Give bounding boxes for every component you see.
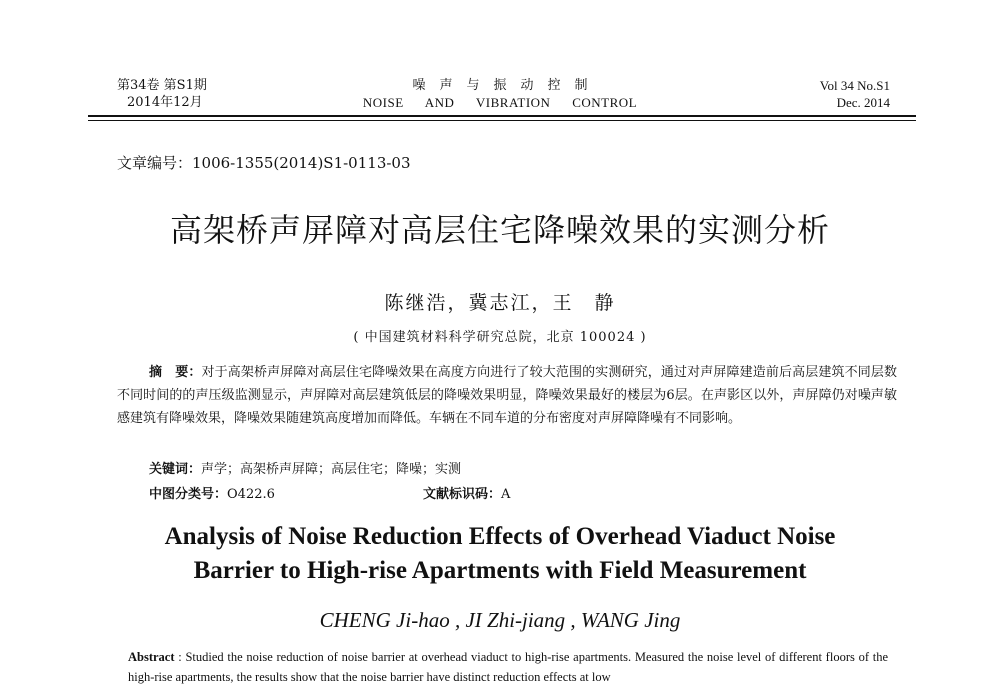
journal-volume-issue <box>117 77 207 111</box>
journal-volume-en <box>820 77 890 111</box>
title-en-line1: Analysis of Noise Reduction Effects of Overhead Viaduct Noise <box>164 523 836 550</box>
abstract-cn <box>117 361 897 430</box>
journal-name-en: NOISE AND VIBRATION CONTROL <box>362 95 638 110</box>
journal-name <box>300 77 700 111</box>
clc-number <box>149 483 275 502</box>
abstract-cn-label: 摘 要： <box>149 365 202 380</box>
keywords-text: 声学；高架桥声屏障；高层住宅；降噪；实测 <box>201 462 462 477</box>
abstract-en-label: Abstract <box>128 650 175 664</box>
clc-label: 中图分类号： <box>149 487 228 502</box>
keywords <box>149 458 461 477</box>
date-cn: 2014年12月 <box>127 95 203 110</box>
authors-en: CHENG Ji-hao , JI Zhi-jiang , WANG Jing <box>319 608 681 632</box>
abstract-en-text: : Studied the noise reduction of noise barrier at overhead viaduct to high-rise apartments. Measured the noise level of different floors of the high-rise apartments, the results show that the noise barrier have distinct reduction effects at low <box>128 650 888 684</box>
doc-code-value: A <box>501 487 511 502</box>
keywords-label: 关键词： <box>149 462 202 477</box>
title-cn: 高架桥声屏障对高层住宅降噪效果的实测分析 <box>169 211 830 249</box>
header-rule-thin <box>88 120 916 121</box>
abstract-cn-text: 对于高架桥声屏障对高层住宅降噪效果在高度方向进行了较大范围的实测研究，通过对声屏障建造前后高层建筑不同层数不同时间的的声压级监测显示，声屏障对高层建筑低层的降噪效果明显，降噪效果最好的楼层为6层。在声影区以外，声屏障仍对噪声敏感建筑有降噪效果，降噪效果随建筑高度增加而降低。车辆在不同车道的分布密度对声屏障降噪有不同影响。 <box>117 365 897 426</box>
affiliation-cn: ( 中国建筑材料科学研究总院，北京 100024 ) <box>353 330 647 345</box>
header-rule-thick <box>88 115 916 117</box>
abstract-en <box>128 647 888 687</box>
date-en: Dec. 2014 <box>836 95 890 110</box>
title-en <box>0 520 1000 588</box>
volume-issue-en: Vol 34 No.S1 <box>819 78 890 93</box>
journal-name-cn: 噪声与振动控制 <box>412 78 602 93</box>
clc-value: O422.6 <box>227 487 275 502</box>
article-number: 文章编号：1006-1355(2014)S1-0113-03 <box>117 154 411 172</box>
document-code <box>423 483 510 502</box>
title-en-line2: Barrier to High-rise Apartments with Field Measurement <box>193 557 807 584</box>
volume-issue-cn: 第34卷 第S1期 <box>117 78 207 93</box>
doc-code-label: 文献标识码： <box>423 487 502 502</box>
authors-cn: 陈继浩，冀志江，王 静 <box>384 292 616 314</box>
